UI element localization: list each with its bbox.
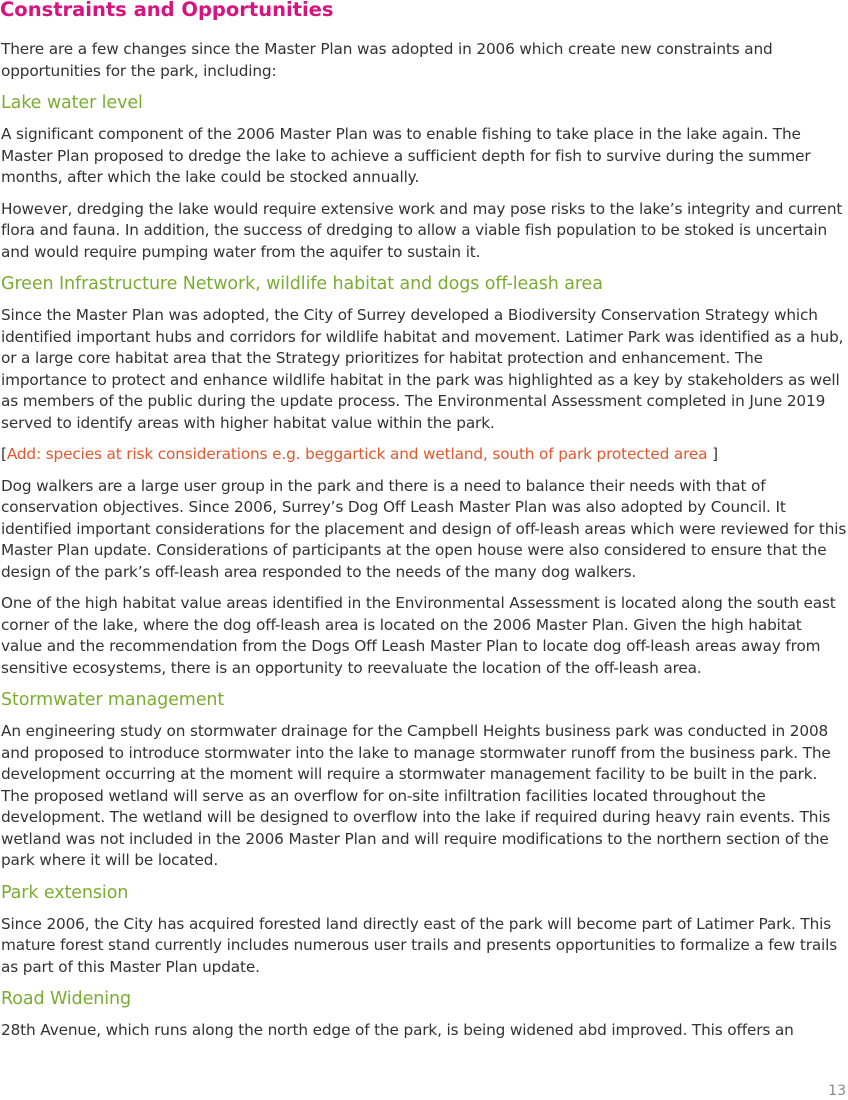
intro-paragraph: There are a few changes since the Master Plan was adopted in 2006 which create new constraints and opportunities for the park, including: [1,40,773,80]
heading-stormwater-management: Stormwater management [1,690,225,710]
park-extension-paragraph: Since 2006, the City has acquired forested land directly east of the park will become part of Latimer Park. This mature forest stand currently includes numerous user trails and presents opportunities to formalize a few trails as part of this Master Plan update. [1,914,838,976]
page-title: Constraints and Opportunities [0,0,334,21]
heading-green-infrastructure: Green Infrastructure Network, wildlife habitat and dogs off-leash area [1,274,603,294]
editor-note-text: Add: species at risk considerations e.g. beggartick and wetland, south of park protected area [6,445,708,463]
stormwater-paragraph: An engineering study on stormwater drainage for the Campbell Heights business park was conducted in 2008 and proposed to introduce stormwater into the lake to manage stormwater runoff from the business park. The development occurring at the moment will require a stormwater management facility to be built in the park. The proposed wetland will serve as an overflow for on-site infiltration facilities located throughout the development. The wetland will be designed to overflow into the lake if required during heavy rain events. This wetland was not included in the 2006 Master Plan and will require modifications to the northern section of the park where it will be located. [1,722,831,869]
heading-road-widening: Road Widening [1,989,131,1009]
page-content [1,39,847,1052]
editor-note-open-bracket: [ [1,445,7,463]
heading-lake-water-level: Lake water level [1,93,143,113]
road-widening-paragraph: 28th Avenue, which runs along the north edge of the park, is being widened abd improved. This offers an [1,1021,794,1039]
editor-note [1,444,847,466]
heading-park-extension: Park extension [1,882,129,903]
lake-paragraph-1: A significant component of the 2006 Master Plan was to enable fishing to take place in the lake again. The Master Plan proposed to dredge the lake to achieve a sufficient depth for fish to survive during the summer months, after which the lake could be stocked annually. [1,125,811,186]
green-paragraph-1: Since the Master Plan was adopted, the City of Surrey developed a Biodiversity Conservation Strategy which identified important hubs and corridors for wildlife habitat and movement. Latimer Park was identified as a hub, or a large core habitat area that the Strategy prioritizes for habitat protection and enhancement. The importance to protect and enhance wildlife habitat in the park was highlighted as a key by stakeholders as well as members of the public during the update process. The Environmental Assessment completed in June 2019 served to identify areas with higher habitat value within the park. [1,306,844,432]
green-paragraph-2: Dog walkers are a large user group in the park and there is a need to balance their needs with that of conservation objectives. Since 2006, Surrey’s Dog Off Leash Master Plan was also adopted by Council. It identified important considerations for the placement and design of off-leash areas which were reviewed for this Master Plan update. Considerations of participants at the open house were also considered to ensure that the design of the park’s off-leash area responded to the needs of the many dog walkers. [1,476,847,581]
page-number: 13 [828,1083,846,1099]
green-paragraph-3: One of the high habitat value areas identified in the Environmental Assessment is located along the south east corner of the lake, where the dog off-leash area is located on the 2006 Master Plan. Given the high habitat value and the recommendation from the Dogs Off Leash Master Plan to locate dog off-leash areas away from sensitive ecosystems, there is an opportunity to reevaluate the location of the off-leash area. [1,594,836,677]
lake-paragraph-2: However, dredging the lake would require extensive work and may pose risks to the lake’s integrity and current flora and fauna. In addition, the success of dredging to allow a viable fish population to be stoked is uncertain and would require pumping water from the aquifer to sustain it. [1,199,843,261]
editor-note-close-bracket: ] [707,445,718,463]
